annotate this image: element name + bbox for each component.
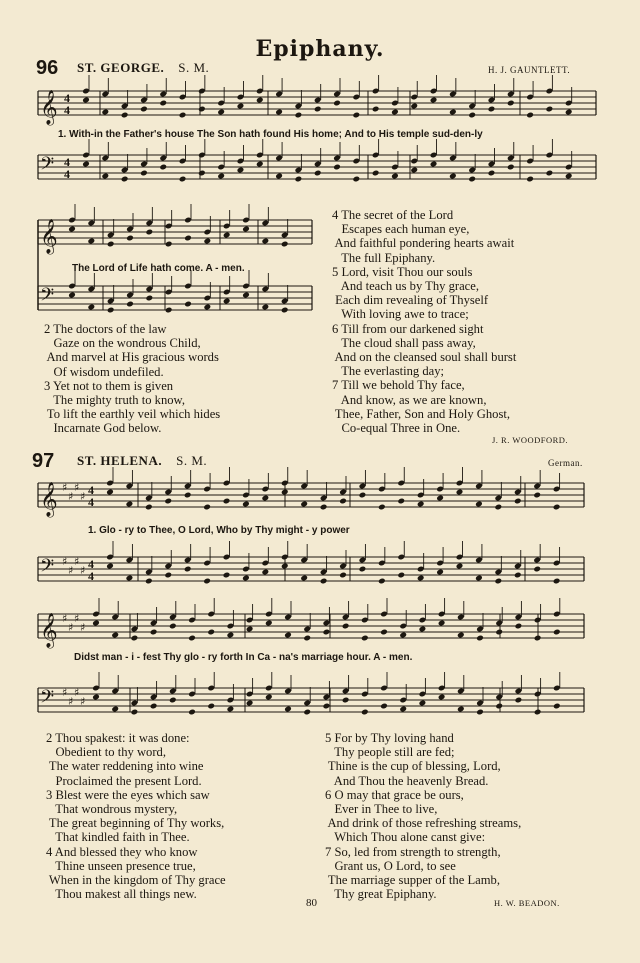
note-head <box>169 697 177 704</box>
note-head <box>314 106 322 113</box>
note-head <box>533 492 541 499</box>
note-head <box>92 694 100 701</box>
note-head <box>359 566 367 573</box>
note-head <box>207 703 215 710</box>
hymn-96-stanzas-left: 2 The doctors of the law Gaze on the wondrous Child, And marvel at His gracious words Of wisdom undefiled. 3 Yet not to them is given The mighty truth to know, To lift the earthly veil which hides Incarnate God below. <box>44 322 221 436</box>
note-head <box>457 706 465 713</box>
note-head <box>150 703 158 710</box>
note-head <box>488 106 496 113</box>
note-head <box>88 238 96 245</box>
note-head <box>378 504 386 511</box>
note-head <box>184 492 192 499</box>
note-head <box>237 103 245 110</box>
hymn-96-composer: H. J. GAUNTLETT. <box>488 65 571 75</box>
note-head <box>553 578 561 585</box>
note-head <box>339 498 347 505</box>
time-signature-top: 4 <box>88 557 94 571</box>
sharp-icon: ♯ <box>62 555 68 568</box>
hymn-96-lyric-line-1: 1. With-in the Father's house The Son hath found His home; And to His temple sud-den-ly <box>58 129 483 140</box>
note-head <box>227 632 235 639</box>
note-head <box>198 106 206 113</box>
note-head <box>534 709 542 716</box>
note-head <box>514 498 522 505</box>
note-head <box>68 226 76 233</box>
note-head <box>146 295 154 302</box>
note-head <box>198 170 206 177</box>
note-head <box>126 501 134 508</box>
note-head <box>107 307 115 314</box>
note-head <box>242 501 250 508</box>
hymn-97-stanzas-left: 2 Thou spakest: it was done: Obedient to thy word, The water reddening into wine Proclaimed the present Lord. 3 Blest were the eyes which saw That wondrous mystery, The great beginning of Thy works, That kindled faith in Thee. 4 And blessed they who know Thine unseen presence true, When in the kingdom of Thy grace Thou makest all things new. <box>46 731 226 902</box>
note-head <box>475 575 483 582</box>
note-head <box>495 578 503 585</box>
note-head <box>246 700 254 707</box>
hymn-97-meter: S. M. <box>176 453 208 468</box>
note-head <box>320 578 328 585</box>
note-head <box>179 176 187 183</box>
note-head <box>126 301 134 308</box>
note-head <box>320 504 328 511</box>
note-head <box>159 164 167 171</box>
note-head <box>323 703 331 710</box>
note-head <box>265 620 273 627</box>
note-head <box>456 489 464 496</box>
time-signature-top: 4 <box>64 155 70 169</box>
note-head <box>140 106 148 113</box>
note-head <box>295 176 303 183</box>
sharp-icon: ♯ <box>74 686 80 699</box>
note-head <box>507 164 515 171</box>
treble-clef-icon: 𝄞 <box>40 219 58 254</box>
sharp-icon: ♯ <box>62 481 68 494</box>
note-head <box>391 173 399 180</box>
note-head <box>456 563 464 570</box>
note-head <box>256 97 264 104</box>
note-head <box>565 173 573 180</box>
note-head <box>121 112 129 119</box>
time-signature-bottom: 4 <box>64 167 70 181</box>
note-head <box>188 635 196 642</box>
note-head <box>82 161 90 168</box>
note-head <box>430 161 438 168</box>
time-signature-bottom: 4 <box>88 495 94 509</box>
note-head <box>300 501 308 508</box>
note-head <box>204 238 212 245</box>
note-head <box>262 569 270 576</box>
note-head <box>419 700 427 707</box>
treble-clef-icon: 𝄞 <box>40 482 58 517</box>
note-head <box>242 575 250 582</box>
note-head <box>410 103 418 110</box>
note-head <box>126 575 134 582</box>
note-head <box>391 109 399 116</box>
note-head <box>281 489 289 496</box>
note-head <box>88 304 96 311</box>
note-head <box>146 229 154 236</box>
note-head <box>468 112 476 119</box>
note-head <box>339 572 347 579</box>
note-head <box>227 706 235 713</box>
note-head <box>107 241 115 248</box>
note-head <box>438 694 446 701</box>
note-head <box>223 572 231 579</box>
hymn-96-lyric-line-2: The Lord of Life hath come. A - men. <box>72 263 245 274</box>
note-head <box>262 238 270 245</box>
note-head <box>275 173 283 180</box>
note-head <box>140 170 148 177</box>
note-head <box>262 495 270 502</box>
note-head <box>281 563 289 570</box>
note-head <box>397 498 405 505</box>
note-head <box>361 709 369 716</box>
note-head <box>553 703 561 710</box>
note-head <box>150 629 158 636</box>
note-head <box>237 167 245 174</box>
note-head <box>159 100 167 107</box>
note-head <box>449 173 457 180</box>
note-head <box>101 173 109 180</box>
note-head <box>303 709 311 716</box>
note-head <box>223 232 231 239</box>
note-head <box>553 504 561 511</box>
note-head <box>436 495 444 502</box>
bass-clef-icon: 𝄢 <box>40 154 55 179</box>
treble-clef-icon: 𝄞 <box>40 613 58 648</box>
note-head <box>184 235 192 242</box>
note-head <box>204 304 212 311</box>
note-head <box>333 100 341 107</box>
sharp-icon: ♯ <box>68 621 74 634</box>
note-head <box>372 106 380 113</box>
note-head <box>281 241 289 248</box>
note-head <box>179 112 187 119</box>
note-head <box>217 109 225 116</box>
note-head <box>246 626 254 633</box>
note-head <box>111 706 119 713</box>
note-head <box>188 709 196 716</box>
note-head <box>410 167 418 174</box>
note-head <box>352 112 360 119</box>
note-head <box>352 176 360 183</box>
note-head <box>223 498 231 505</box>
sharp-icon: ♯ <box>80 695 86 708</box>
note-head <box>507 100 515 107</box>
sharp-icon: ♯ <box>80 621 86 634</box>
note-head <box>121 176 129 183</box>
sharp-icon: ♯ <box>68 564 74 577</box>
note-head <box>284 632 292 639</box>
note-head <box>217 173 225 180</box>
note-head <box>106 563 114 570</box>
time-signature-top: 4 <box>64 91 70 105</box>
note-head <box>526 176 534 183</box>
note-head <box>495 629 503 636</box>
sharp-icon: ♯ <box>62 686 68 699</box>
note-head <box>323 629 331 636</box>
hymn-96-stanzas-right: 4 The secret of the Lord Escapes each human eye, And faithful pondering hearts await The full Epiphany. 5 Lord, visit Thou our souls And teach us by Thy grace, Each dim revealing of Thyself With loving awe to trace; 6 Till from our darkened sight The cloud shall pass away, And on the cleansed soul shall burst The everlasting day; 7 Till we behold Thy face, And know, as we are known, Thee, Father, Son and Holy Ghost, Co-equal Three in One. <box>332 208 517 436</box>
hymn-97-lyric-line-1: 1. Glo - ry to Thee, O Lord, Who by Thy might - y power <box>88 525 350 536</box>
note-head <box>242 292 250 299</box>
note-head <box>92 620 100 627</box>
note-head <box>546 170 554 177</box>
note-head <box>361 635 369 642</box>
note-head <box>184 566 192 573</box>
note-head <box>223 298 231 305</box>
sharp-icon: ♯ <box>68 490 74 503</box>
bass-clef-icon: 𝄢 <box>40 556 55 581</box>
bass-clef-icon: 𝄢 <box>40 687 55 712</box>
note-head <box>342 697 350 704</box>
note-head <box>165 241 173 248</box>
sharp-icon: ♯ <box>74 612 80 625</box>
note-head <box>372 170 380 177</box>
note-head <box>488 170 496 177</box>
sharp-icon: ♯ <box>80 490 86 503</box>
hymn-96-tune: ST. GEORGE. <box>77 60 165 75</box>
note-head <box>436 569 444 576</box>
note-head <box>281 307 289 314</box>
note-head <box>169 623 177 630</box>
note-head <box>476 709 484 716</box>
note-head <box>342 623 350 630</box>
time-signature-bottom: 4 <box>64 103 70 117</box>
note-head <box>111 632 119 639</box>
time-signature-bottom: 4 <box>88 569 94 583</box>
sharp-icon: ♯ <box>68 695 74 708</box>
hymn-96-meter: S. M. <box>178 60 210 75</box>
note-head <box>164 498 172 505</box>
note-head <box>417 501 425 508</box>
note-head <box>131 635 139 642</box>
hymn-97-lyric-line-2: Didst man - i - fest Thy glo - ry forth In Ca - na's marriage hour. A - men. <box>74 652 413 663</box>
note-head <box>380 629 388 636</box>
hymn-97-tune-heading <box>77 453 207 469</box>
note-head <box>207 629 215 636</box>
hymn-96-number: 96 <box>36 57 59 79</box>
note-head <box>476 635 484 642</box>
hymn-97-composer: German. <box>548 458 583 468</box>
note-head <box>184 301 192 308</box>
note-head <box>526 112 534 119</box>
time-signature-top: 4 <box>88 483 94 497</box>
page-number: 80 <box>306 897 317 909</box>
note-head <box>534 635 542 642</box>
note-head <box>284 706 292 713</box>
note-head <box>165 307 173 314</box>
note-head <box>203 578 211 585</box>
bass-clef-icon: 𝄢 <box>40 285 55 310</box>
note-head <box>430 97 438 104</box>
note-head <box>203 504 211 511</box>
note-head <box>468 176 476 183</box>
section-title: Epiphany. <box>255 36 385 62</box>
treble-clef-icon: 𝄞 <box>40 90 58 125</box>
note-head <box>295 112 303 119</box>
note-head <box>495 504 503 511</box>
note-head <box>126 235 134 242</box>
note-head <box>457 632 465 639</box>
note-head <box>565 109 573 116</box>
note-head <box>333 164 341 171</box>
note-head <box>449 109 457 116</box>
note-head <box>515 623 523 630</box>
note-head <box>275 109 283 116</box>
note-head <box>546 106 554 113</box>
note-head <box>419 626 427 633</box>
sharp-icon: ♯ <box>74 555 80 568</box>
note-head <box>82 97 90 104</box>
sharp-icon: ♯ <box>80 564 86 577</box>
hymn-97-stanzas-right: 5 For by Thy loving hand Thy people still are fed; Thine is the cup of blessing, Lord, And Thou the heavenly Bread. 6 O may that grace be ours, Ever in Thee to live, And drink of those refreshing streams, Which Thou alone canst give: 7 So, led from strength to strength, Grant us, O Lord, to see The marriage supper of the Lamb, Thy great Epiphany. <box>325 731 522 902</box>
note-head <box>265 694 273 701</box>
note-head <box>399 632 407 639</box>
note-head <box>397 572 405 579</box>
note-head <box>262 304 270 311</box>
note-head <box>314 170 322 177</box>
note-head <box>256 161 264 168</box>
note-head <box>359 492 367 499</box>
note-head <box>242 226 250 233</box>
note-head <box>380 703 388 710</box>
hymn-97-tune: ST. HELENA. <box>77 453 163 468</box>
note-head <box>438 620 446 627</box>
note-head <box>514 572 522 579</box>
hymn-96-author: J. R. WOODFORD. <box>492 435 569 445</box>
note-head <box>145 504 153 511</box>
note-head <box>145 578 153 585</box>
note-head <box>495 703 503 710</box>
note-head <box>164 572 172 579</box>
hymn-97-number: 97 <box>32 450 55 472</box>
note-head <box>68 292 76 299</box>
note-head <box>303 635 311 642</box>
note-head <box>515 697 523 704</box>
sharp-icon: ♯ <box>62 612 68 625</box>
note-head <box>131 709 139 716</box>
note-head <box>101 109 109 116</box>
note-head <box>475 501 483 508</box>
note-head <box>378 578 386 585</box>
hymn-97-author: H. W. BEADON. <box>494 898 560 908</box>
note-head <box>106 489 114 496</box>
note-head <box>553 629 561 636</box>
sharp-icon: ♯ <box>74 481 80 494</box>
note-head <box>533 566 541 573</box>
note-head <box>417 575 425 582</box>
note-head <box>399 706 407 713</box>
note-head <box>300 575 308 582</box>
